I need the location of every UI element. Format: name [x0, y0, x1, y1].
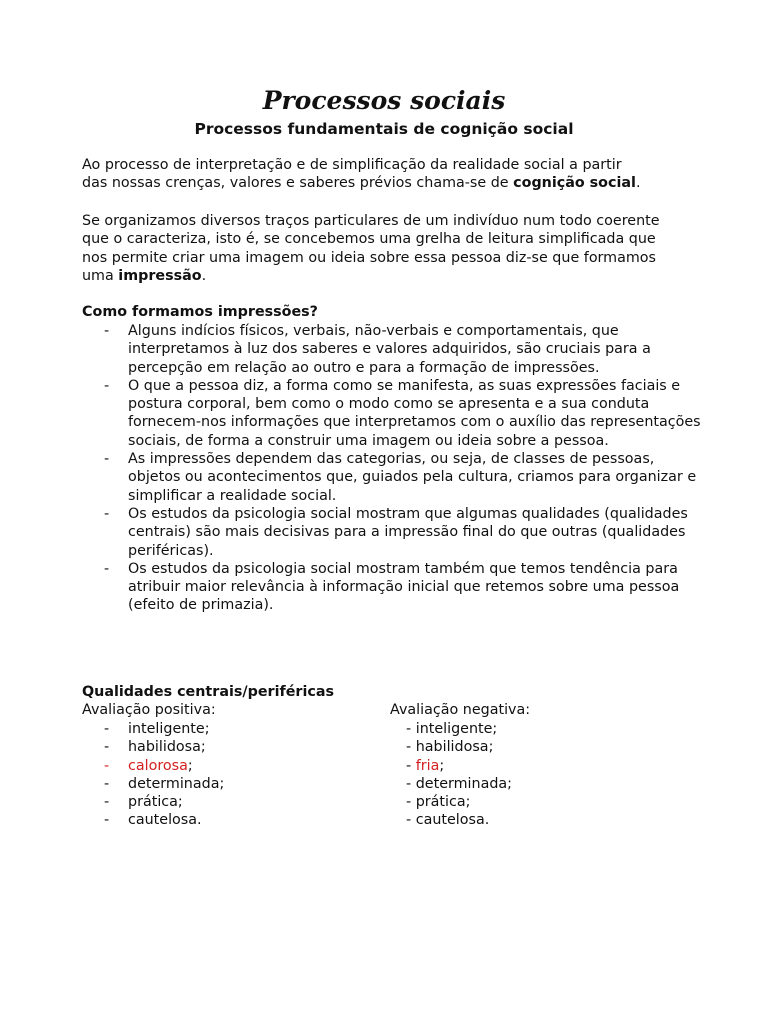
list-item [406, 720, 512, 738]
p2-line-3: nos permite criar uma imagem ou ideia sobre essa pessoa diz-se que formamos [82, 249, 656, 266]
quality-text: inteligente; [415, 721, 498, 737]
intro-paragraph [82, 156, 700, 193]
semicolon: ; [439, 757, 445, 774]
dash-marker: - [406, 757, 416, 774]
page-subtitle: Processos fundamentais de cognição social [194, 120, 574, 138]
list-item [406, 793, 512, 811]
negative-evaluation-label: Avaliação negativa: [390, 702, 531, 718]
list-item [82, 560, 702, 615]
impressions-heading: Como formamos impressões? [82, 304, 318, 320]
dash-marker: - [406, 794, 416, 811]
p2-bold-term: impressão [118, 267, 202, 284]
list-item-text: Os estudos da psicologia social mostram também que temos tendência para atribuir maior relevância à informação inicial que retemos sobre uma pessoa (efeito de primazia). [128, 560, 680, 614]
p2-line-1: Se organizamos diversos traços particulares de um indivíduo num todo coerente [82, 213, 660, 229]
list-item [82, 720, 224, 738]
dash-marker: - [104, 757, 110, 774]
p2-line-4 [82, 267, 700, 285]
dash-marker: - [104, 721, 110, 737]
list-item [406, 775, 512, 793]
quality-text: habilidosa; [128, 739, 206, 756]
dash-marker: - [104, 451, 110, 468]
dash-marker: - [406, 739, 416, 756]
qualities-heading: Qualidades centrais/periféricas [82, 684, 334, 700]
dash-marker: - [406, 775, 416, 792]
dash-marker: - [406, 812, 416, 829]
intro-line-2 [82, 174, 700, 192]
impression-paragraph [82, 212, 700, 285]
dash-marker: - [104, 812, 110, 829]
dash-marker: - [104, 775, 110, 792]
quality-text: habilidosa; [415, 739, 494, 756]
list-item-text: O que a pessoa diz, a forma como se manifesta, as suas expressões faciais e postura corporal, bem como o modo como se apresenta e a sua conduta fornecem-nos informações que interpretamos com o auxílio das representações sociais, de forma a construir uma imagem ou ideia sobre a pessoa. [128, 377, 701, 449]
list-item-text: Os estudos da psicologia social mostram que algumas qualidades (qualidades centrais) são mais decisivas para a impressão final do que outras (qualidades periféricas). [128, 505, 688, 559]
positive-qualities-list [82, 720, 224, 830]
list-item [82, 738, 224, 756]
quality-text: inteligente; [128, 721, 210, 737]
dash-marker: - [104, 377, 110, 394]
impressions-list [82, 322, 702, 615]
list-item [406, 757, 512, 775]
list-item [82, 775, 224, 793]
quality-text: cautelosa. [128, 812, 202, 829]
dash-marker: - [406, 721, 416, 737]
list-item [406, 738, 512, 756]
page-title: Processos sociais [262, 86, 506, 115]
list-item [82, 377, 702, 450]
central-quality-text: fria [415, 757, 440, 774]
dash-marker: - [104, 505, 110, 522]
quality-text: prática; [415, 794, 471, 811]
quality-text: cautelosa. [415, 812, 490, 829]
list-item-text: As impressões dependem das categorias, ou seja, de classes de pessoas, objetos ou acontecimentos que, guiados pela cultura, criamos para organizar e simplificar a realidade social. [128, 451, 697, 504]
list-item [82, 450, 702, 505]
list-item [82, 757, 224, 775]
list-item [82, 322, 702, 377]
p2-line-2: que o caracteriza, isto é, se concebemos uma grelha de leitura simplificada que [82, 231, 656, 248]
dash-marker: - [104, 794, 110, 811]
list-item [406, 811, 512, 829]
intro-period: . [635, 175, 641, 192]
intro-line-1: Ao processo de interpretação e de simplificação da realidade social a partir [82, 157, 622, 173]
p2-text: uma [82, 267, 119, 284]
list-item [82, 811, 224, 829]
dash-marker: - [104, 323, 110, 339]
list-item [82, 505, 702, 560]
quality-text: prática; [128, 794, 183, 811]
list-item-text: Alguns indícios físicos, verbais, não-verbais e comportamentais, que interpretamos à luz dos saberes e valores adquiridos, são cruciais para a percepção em relação ao outro e para a formação de impressões. [128, 323, 651, 376]
semicolon: ; [187, 757, 193, 774]
negative-qualities-list [406, 720, 512, 830]
p2-period: . [201, 267, 207, 284]
intro-bold-term: cognição social [513, 175, 636, 192]
quality-text: determinada; [415, 775, 512, 792]
list-item [82, 793, 224, 811]
dash-marker: - [104, 739, 110, 756]
dash-marker: - [104, 560, 110, 577]
central-quality-text: calorosa [128, 757, 188, 774]
positive-evaluation-label: Avaliação positiva: [82, 702, 216, 718]
quality-text: determinada; [128, 775, 225, 792]
intro-text: das nossas crenças, valores e saberes prévios chama-se de [82, 175, 514, 192]
